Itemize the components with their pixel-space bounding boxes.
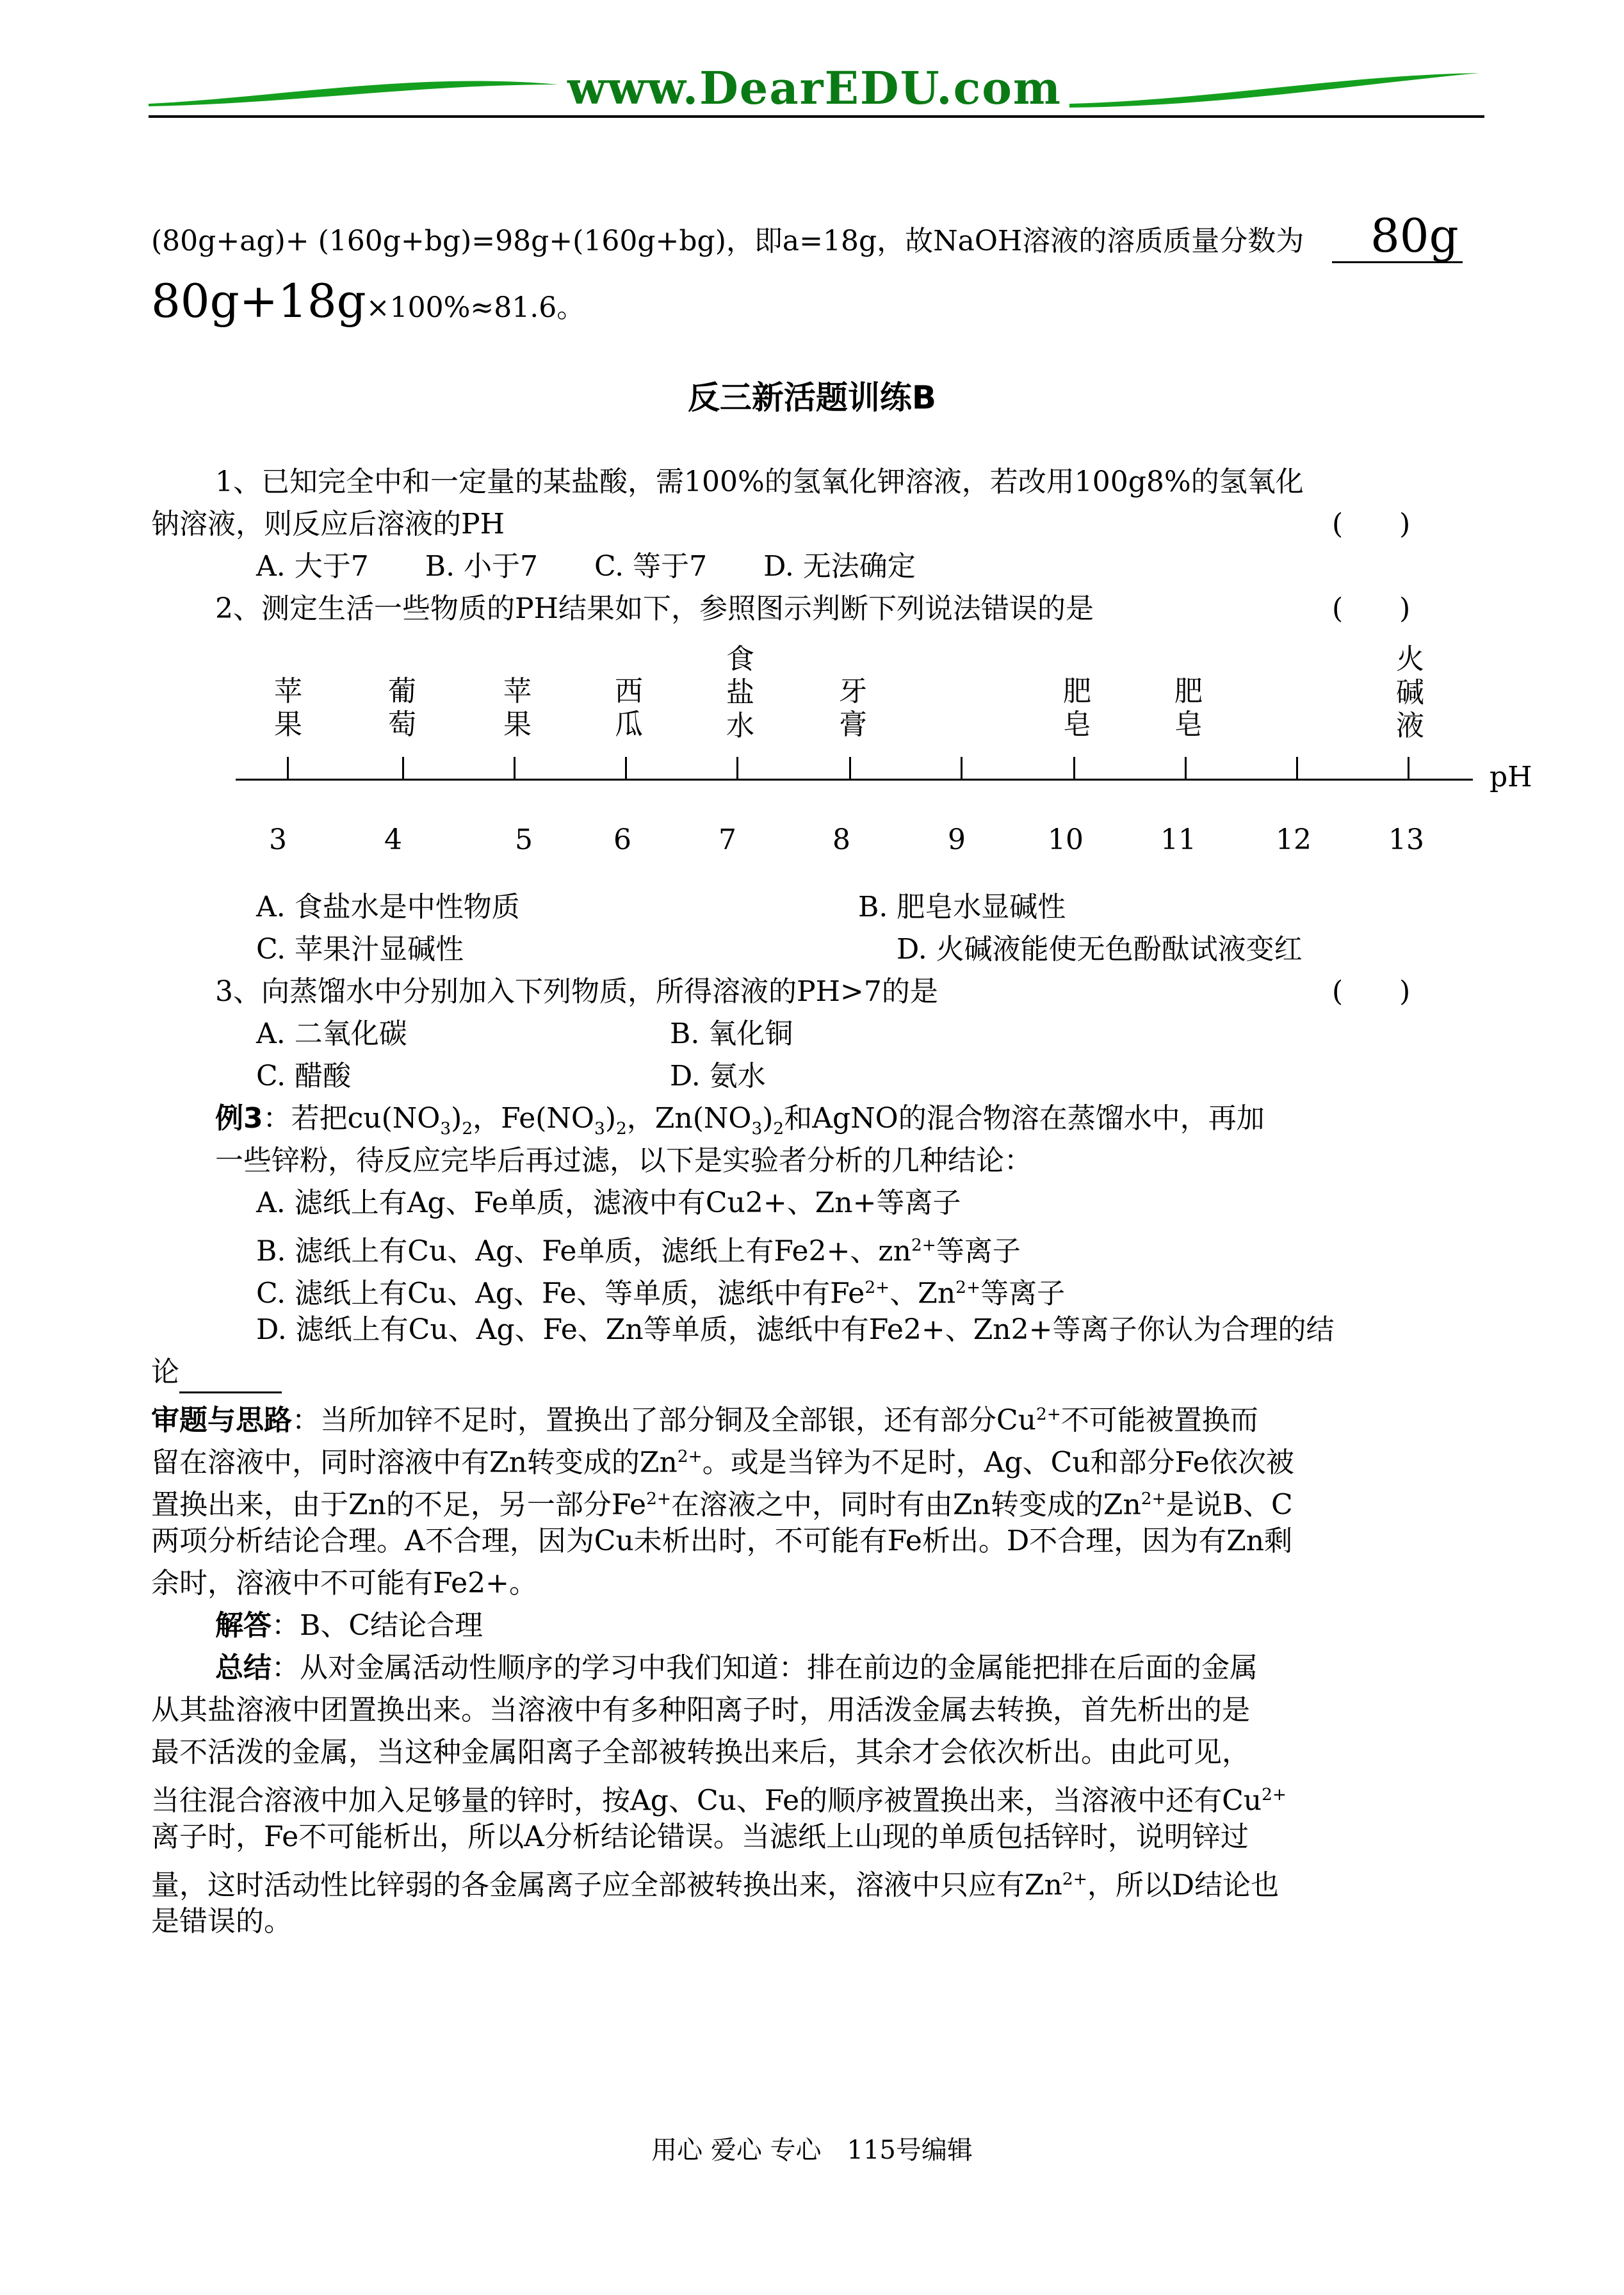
ph-label-toothpaste: 牙膏	[839, 675, 867, 741]
ph-number: 4	[384, 823, 402, 856]
ph-number: 11	[1160, 823, 1196, 856]
q1-answer-paren: ( )	[1332, 508, 1411, 540]
header-rule	[149, 115, 1484, 118]
ph-number: 6	[613, 823, 631, 856]
ph-tick	[736, 757, 738, 780]
analysis-line1: 审题与思路：当所加锌不足时，置换出了部分铜及全部银，还有部分$Cu^{2+}$不可能被置换而	[151, 1404, 1258, 1437]
q3-stem: 3、向蒸馏水中分别加入下列物质，所得溶液的PH>7的是	[215, 975, 938, 1008]
example-option-a: A. 滤纸上有Ag、Fe单质，滤液中有Cu2+、Zn+等离子	[256, 1187, 961, 1219]
summary-line5: 离子时，Fe不可能析出，所以A分析结论错误。当滤纸上山现的单质包括锌时，说明锌过	[151, 1821, 1249, 1853]
analysis-line4: 两项分析结论合理。A不合理，因为Cu未析出时，不可能有Fe析出。D不合理，因为有Zn剩	[151, 1525, 1293, 1557]
ph-label-grape: 葡萄	[388, 675, 416, 741]
q2-option-a: A. 食盐水是中性物质	[256, 891, 520, 923]
ph-tick	[625, 757, 627, 780]
answer-line: 解答：B、C结论合理	[215, 1609, 483, 1642]
ph-label-apple-1: 苹果	[274, 675, 302, 741]
header-swoosh-left	[149, 72, 558, 109]
ph-number: 7	[719, 823, 736, 856]
page-footer: 用心 爱心 专心 115号编辑	[651, 2136, 973, 2165]
fraction-denominator-line: 80g+18g×100%≈81.6。	[151, 274, 585, 328]
summary-line2: 从其盐溶液中团置换出来。当溶液中有多种阳离子时，用活泼金属去转换，首先析出的是	[151, 1694, 1250, 1726]
ph-number: 8	[832, 823, 850, 856]
ph-tick	[1408, 757, 1409, 780]
ph-number: 13	[1388, 823, 1424, 856]
ph-axis-label: pH	[1490, 761, 1532, 793]
ph-label-soap-1: 肥皂	[1063, 675, 1091, 741]
ph-number: 12	[1276, 823, 1311, 856]
fraction-numerator: 80g	[1370, 210, 1463, 263]
example-option-d: D. 滤纸上有Cu、Ag、Fe、Zn等单质，滤纸中有Fe2+、Zn2+等离子你认为合理的结	[256, 1313, 1335, 1346]
ph-label-apple-2: 苹果	[503, 675, 532, 741]
summary-line3: 最不活泼的金属，当这种金属阳离子全部被转换出来后，其余才会依次析出。由此可见，	[151, 1736, 1250, 1769]
example-line1: 例3：若把$cu(NO_3)_2$，$Fe(NO_3)_2$，$Zn(NO_3)_2$和AgNO的混合物溶在蒸馏水中，再加	[215, 1102, 1265, 1139]
analysis-line3: 置换出来，由于Zn的不足，另一部分$Fe^{2+}$在溶液之中，同时有由Zn转变成的$Zn^{2+}$是说B、C	[151, 1488, 1293, 1521]
ph-tick	[402, 757, 404, 780]
ph-tick	[1296, 757, 1298, 780]
q3-option-b: B. 氧化铜	[670, 1018, 793, 1050]
q2-option-d: D. 火碱液能使无色酚酞试液变红	[897, 933, 1303, 966]
ph-tick	[1185, 757, 1187, 780]
header-site-logo: www.DearEDU.com	[567, 61, 1062, 115]
analysis-line5: 余时，溶液中不可能有Fe2+。	[151, 1567, 538, 1600]
q2-option-b: B. 肥皂水显碱性	[858, 891, 1066, 923]
example-line2: 一些锌粉，待反应完毕后再过滤，以下是实验者分析的几种结论：	[215, 1144, 1032, 1177]
ph-tick	[849, 757, 851, 780]
q3-option-a: A. 二氧化碳	[256, 1018, 407, 1050]
q2-answer-paren: ( )	[1332, 592, 1411, 625]
q2-option-c: C. 苹果汁显碱性	[256, 933, 464, 966]
summary-line6: 量，这时活动性比锌弱的各金属离子应全部被转换出来，溶液中只应有$Zn^{2+}$，所以D结论也	[151, 1869, 1279, 1902]
q3-option-d: D. 氨水	[670, 1060, 766, 1092]
ph-label-soap-2: 肥皂	[1174, 675, 1203, 741]
example-option-b: B. 滤纸上有Cu、Ag、Fe单质，滤纸上有Fe2+、$zn^{2+}$等离子	[256, 1235, 1021, 1268]
header-swoosh-right	[1069, 72, 1479, 109]
ph-tick	[287, 757, 289, 780]
ph-axis-line	[236, 779, 1473, 781]
example-option-c: C. 滤纸上有Cu、Ag、Fe、等单质，滤纸中有$Fe^{2+}$、$Zn^{2+}$等离子	[256, 1277, 1066, 1310]
continuation-line: (80g+ag)+ (160g+bg)=98g+(160g+bg)，即a=18g，故NaOH溶液的溶质质量分数为	[151, 225, 1304, 257]
ph-tick	[961, 757, 962, 780]
summary-line7: 是错误的。	[151, 1905, 292, 1938]
summary-line4: 当往混合溶液中加入足够量的锌时，按Ag、Cu、Fe的顺序被置换出来，当溶液中还有$Cu^{2+}$	[151, 1784, 1287, 1817]
section-title: 反三新活题训练B	[687, 379, 937, 416]
q2-stem: 2、测定生活一些物质的PH结果如下，参照图示判断下列说法错误的是	[215, 592, 1094, 625]
q3-option-c: C. 醋酸	[256, 1060, 352, 1092]
q3-answer-paren: ( )	[1332, 975, 1411, 1008]
q1-stem-line1: 1、已知完全中和一定量的某盐酸，需100%的氢氧化钾溶液，若改用100g8%的氢氧化	[215, 466, 1304, 498]
ph-number: 3	[269, 823, 287, 856]
ph-number: 9	[948, 823, 966, 856]
ph-label-salt-water: 食盐水	[726, 643, 754, 742]
example-answer-blank: 论	[151, 1351, 282, 1393]
ph-number: 10	[1048, 823, 1084, 856]
q1-options: A. 大于7 B. 小于7 C. 等于7 D. 无法确定	[256, 550, 916, 583]
ph-label-watermelon: 西瓜	[615, 675, 643, 741]
ph-number: 5	[515, 823, 533, 856]
analysis-line2: 留在溶液中，同时溶液中有Zn转变成的$Zn^{2+}$。或是当锌为不足时，Ag、Cu和部分Fe依次被	[151, 1446, 1294, 1479]
ph-tick	[514, 757, 516, 780]
ph-tick	[1073, 757, 1075, 780]
summary-line1: 总结：从对金属活动性顺序的学习中我们知道：排在前边的金属能把排在后面的金属	[215, 1651, 1258, 1684]
ph-label-lye: 火碱液	[1396, 643, 1424, 742]
answer-blank	[179, 1366, 282, 1393]
q1-stem-line2: 钠溶液，则反应后溶液的PH	[151, 508, 505, 540]
